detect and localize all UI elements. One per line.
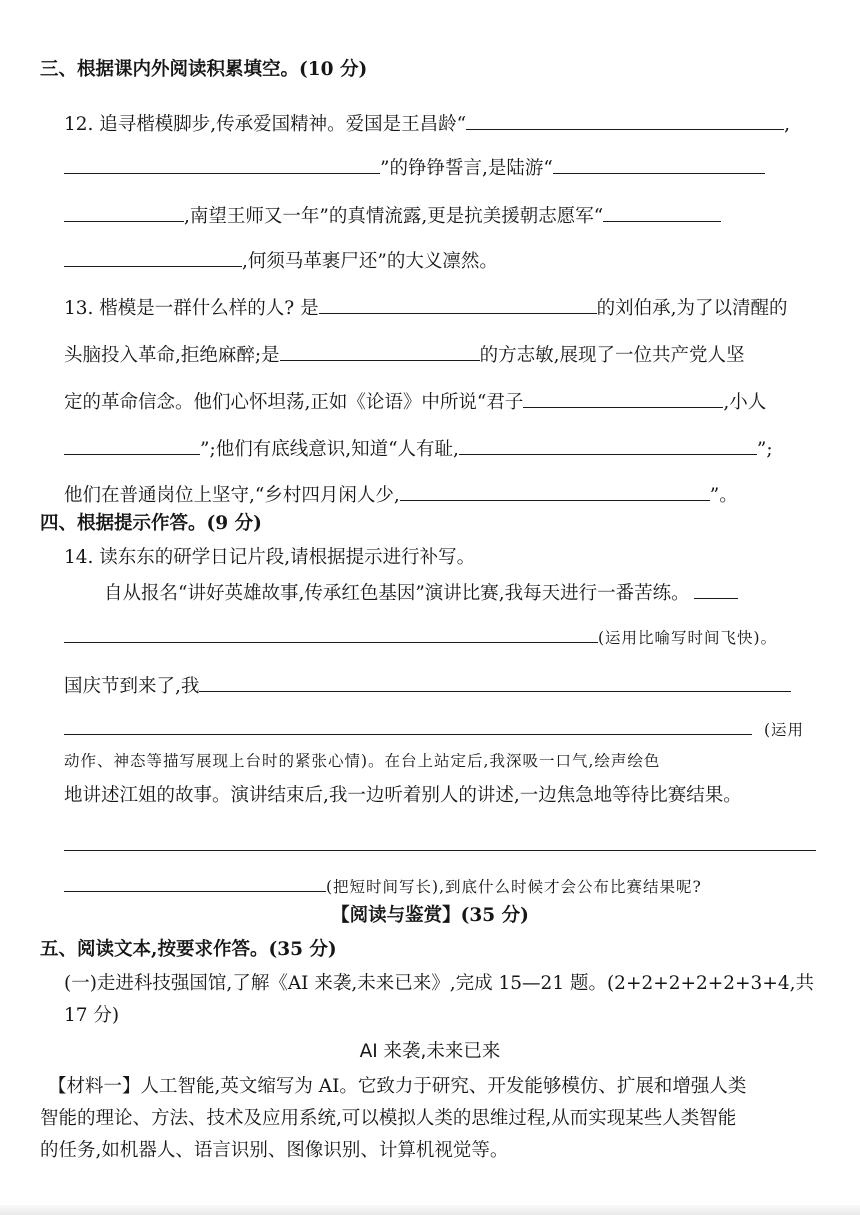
q13-blank-2[interactable] [280, 342, 480, 361]
q12-blank-6[interactable] [64, 248, 242, 267]
q14-hint2b: 动作、神态等描写展现上台时的紧张心情)。在台上站定后,我深吸一口气,绘声绘色 [64, 752, 661, 770]
q14-line3 [64, 673, 791, 699]
q14-title: 14. 读东东的研学日记片段,请根据提示进行补写。 [64, 547, 476, 568]
q13-line4 [64, 436, 773, 462]
q12-line4-text: ,何须马革裹尸还”的大义凛然。 [242, 251, 498, 272]
q14-blank-3[interactable] [199, 673, 791, 692]
q12-line4 [64, 248, 498, 274]
q13-line1 [64, 295, 788, 321]
section3-heading: 三、根据课内外阅读积累填空。(10 分) [40, 59, 368, 80]
q13-line4-b: ”; [756, 439, 773, 460]
page-bottom-edge [0, 1205, 860, 1215]
section5-heading: 五、阅读文本,按要求作答。(35 分) [40, 939, 337, 960]
q14-para2-text: 国庆节到来了,我 [64, 676, 200, 697]
q14-para1-text: 自从报名“讲好英雄故事,传承红色基因”演讲比赛,我每天进行一番苦练。 [104, 583, 690, 604]
material1-line1: 【材料一】人工智能,英文缩写为 AI。它致力于研究、开发能够模仿、扩展和增强人类 [48, 1076, 747, 1097]
q14-line2 [64, 624, 777, 650]
q14-hint1: (运用比喻写时间飞快)。 [598, 629, 778, 647]
q14-para3: 地讲述江姐的故事。演讲结束后,我一边听着别人的讲述,一边焦急地等待比赛结果。 [64, 785, 742, 806]
q14-blank-1[interactable] [694, 580, 738, 599]
q13-line2-a: 头脑投入革命,拒绝麻醉;是 [64, 345, 280, 366]
q13-line5 [64, 482, 738, 508]
q14-line8 [64, 873, 702, 899]
q13-line1-a: 13. 楷模是一群什么样的人? 是 [64, 298, 319, 319]
q12-blank-1[interactable] [466, 111, 784, 130]
q12-blank-5[interactable] [603, 203, 721, 222]
q14-line4 [64, 716, 804, 742]
q12-blank-2[interactable] [64, 155, 380, 174]
q13-line1-b: 的刘伯承,为了以清醒的 [596, 298, 788, 319]
q13-blank-6[interactable] [400, 482, 710, 501]
q14-line5 [64, 749, 660, 773]
q14-blank-4[interactable] [64, 716, 752, 735]
q14-para1 [104, 580, 738, 606]
section4-heading: 四、根据提示作答。(9 分) [40, 513, 262, 534]
q12-line1-text: 12. 追寻楷模脚步,传承爱国精神。爱国是王昌龄“ [64, 114, 467, 135]
q14-hint3: (把短时间写长),到底什么时候才会公布比赛结果呢? [326, 878, 702, 896]
q13-line5-a: 他们在普通岗位上坚守,“乡村四月闲人少, [64, 485, 400, 506]
q12-line1 [64, 111, 790, 137]
q12-blank-3[interactable] [553, 155, 765, 174]
q12-line3-text: ,南望王师又一年”的真情流露,更是抗美援朝志愿军“ [184, 206, 604, 227]
q13-line2-b: 的方志敏,展现了一位共产党人坚 [479, 345, 745, 366]
material1-line3: 的任务,如机器人、语言识别、图像识别、计算机视觉等。 [40, 1140, 509, 1161]
q13-line3-a: 定的革命信念。他们心怀坦荡,正如《论语》中所说“君子 [64, 392, 524, 413]
section5-sub1-line1: (一)走进科技强国馆,了解《AI 来袭,未来已来》,完成 15—21 题。(2+2+2+2+2+3+4,共 [64, 973, 814, 994]
q12-blank-4[interactable] [64, 203, 184, 222]
q13-blank-3[interactable] [523, 389, 723, 408]
q13-blank-4[interactable] [64, 436, 200, 455]
q13-blank-1[interactable] [319, 295, 597, 314]
q13-line4-a: ”;他们有底线意识,知道“人有耻, [200, 439, 459, 460]
q14-blank-2[interactable] [64, 624, 598, 643]
q13-line2 [64, 342, 745, 368]
q12-line3 [64, 203, 721, 229]
reading-section-header: 【阅读与鉴赏】(35 分) [331, 905, 529, 926]
q14-blank-6[interactable] [64, 873, 326, 892]
q13-line3-b: ,小人 [723, 392, 767, 413]
article-title: AI 来袭,未来已来 [359, 1041, 501, 1062]
q14-line7 [64, 832, 816, 858]
q13-line5-b: ”。 [709, 485, 738, 506]
q14-blank-5[interactable] [64, 832, 816, 851]
q13-line3 [64, 389, 766, 415]
q13-blank-5[interactable] [459, 436, 757, 455]
q12-line2 [64, 155, 765, 181]
q12-line1-end: , [784, 114, 791, 135]
q14-hint2a: (运用 [764, 721, 805, 739]
q12-line2-text: ”的铮铮誓言,是陆游“ [380, 158, 553, 179]
material1-line2: 智能的理论、方法、技术及应用系统,可以模拟人类的思维过程,从而实现某些人类智能 [40, 1108, 737, 1129]
section5-sub1-line2: 17 分) [64, 1005, 120, 1026]
